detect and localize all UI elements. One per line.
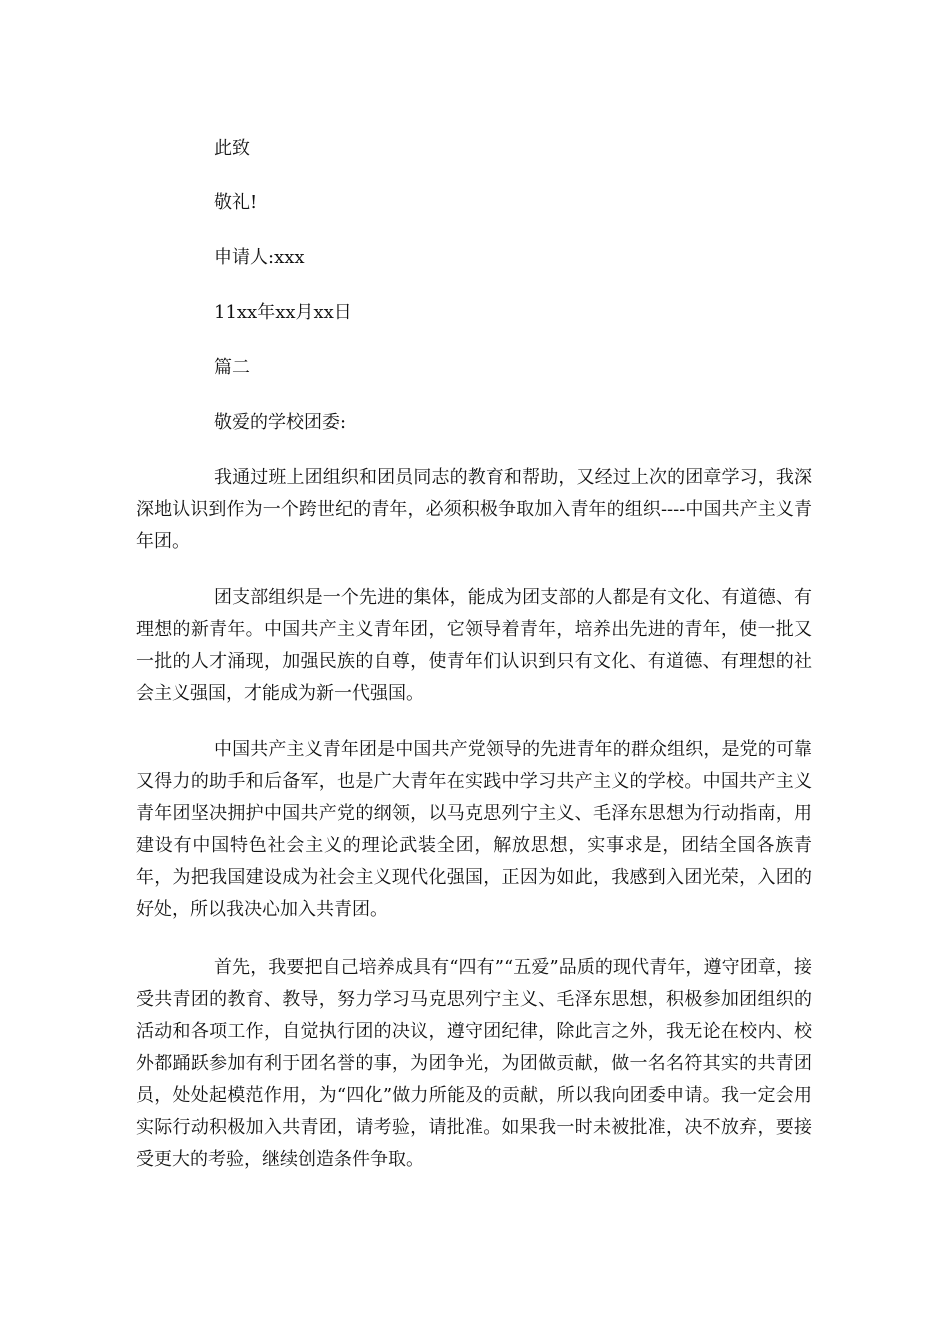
body-paragraph-2: 团支部组织是一个先进的集体，能成为团支部的人都是有文化、有道德、有理想的新青年。中国共产主义青年团，它领导着青年，培养出先进的青年，使一批又一批的人才涌现，加强民族的自尊，使青年们认识到只有文化、有道德、有理想的社会主义强国，才能成为新一代强国。 — [136, 587, 812, 704]
section-title: 篇二 — [214, 357, 250, 378]
letter-greeting: 敬爱的学校团委: — [214, 412, 347, 433]
body-paragraph-3: 中国共产主义青年团是中国共产党领导的先进青年的群众组织，是党的可靠又得力的助手和后备军，也是广大青年在实践中学习共产主义的学校。中国共产主义青年团坚决拥护中国共产党的纲领，以马克思列宁主义、毛泽东思想为行动指南，用建设有中国特色社会主义的理论武装全团，解放思想，实事求是，团结全国各族青年，为把我国建设成为社会主义现代化强国，正因为如此，我感到入团光荣，入团的好处，所以我决心加入共青团。 — [136, 739, 812, 920]
letter-closing: 此致 — [214, 138, 250, 159]
letter-salute: 敬礼! — [214, 192, 258, 213]
body-paragraph-1: 我通过班上团组织和团员同志的教育和帮助，又经过上次的团章学习，我深深地认识到作为一个跨世纪的青年，必须积极争取加入青年的组织----中国共产主义青年团。 — [136, 467, 812, 552]
body-paragraph-4: 首先，我要把自己培养成具有“四有”“五爱”品质的现代青年，遵守团章，接受共青团的教育、教导，努力学习马克思列宁主义、毛泽东思想，积极参加团组织的活动和各项工作，自觉执行团的决议，遵守团纪律，除此言之外，我无论在校内、校外都踊跃参加有利于团名誉的事，为团争光，为团做贡献，做一名名符其实的共青团员，处处起模范作用，为“四化”做力所能及的贡献，所以我向团委申请。我一定会用实际行动积极加入共青团，请考验，请批准。如果我一时未被批准，决不放弃，要接受更大的考验，继续创造条件争取。 — [136, 957, 812, 1170]
applicant-signature: 申请人:xxx — [214, 247, 305, 268]
letter-date: 11xx年xx月xx日 — [214, 302, 352, 323]
